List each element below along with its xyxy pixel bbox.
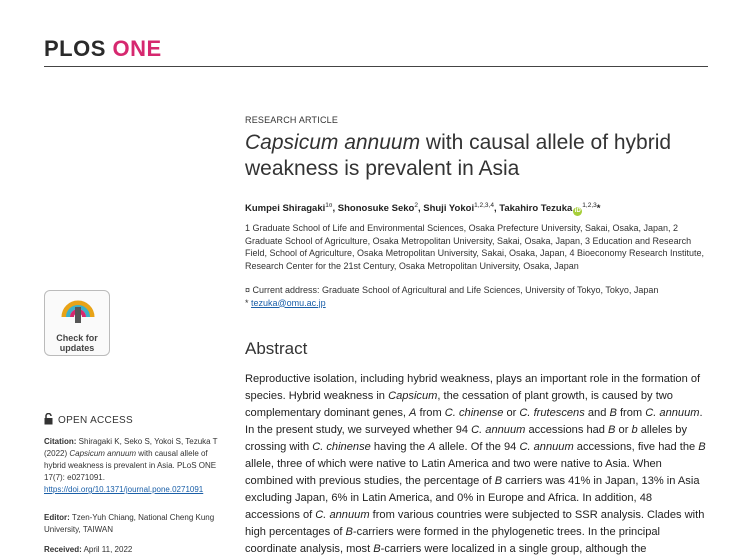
email-line [245,297,715,310]
title-italic: Capsicum annuum [245,131,421,154]
affiliations: 1 Graduate School of Life and Environmental Sciences, Osaka Prefecture University, Sakai, Osaka, Japan, 2 Graduate School of Agriculture, Osaka Metropolitan University, Sakai, Osaka, Japan, 3 Education and Research Field, School of Agriculture, Osaka Metropolitan University, Sakai, Osaka, Japan, 4 Bioeconomy Research Institute, Research Center for the 21st Century, Osaka Metropolitan University, Osaka, Japan [245,223,705,271]
check-label-line2: updates [59,343,95,353]
author-name[interactable]: Shonosuke Seko [337,203,415,215]
orcid-icon[interactable]: iD [574,208,581,215]
current-address: ¤ Current address: Graduate School of Agricultural and Life Sciences, University of Tokyo, Tokyo, Japan [245,285,659,295]
author-sup: 1,2,3,4 [474,202,494,209]
journal-name-plos: PLOS [44,36,106,61]
correspondence-block [245,284,715,309]
editor-block [44,512,224,536]
abstract-body: Reproductive isolation, including hybrid weakness, plays an important role in the formation of species. Hybrid weakness in Capsicum, the cessation of plant growth, is caused by two complementary dominant genes, A from C. chinense or C. frutescens and B from C. annuum. In the present study, we surveyed whether 94 C. annuum accessions had B or b alleles by crossing with C. chinense having the A allele. Of the 94 C. annuum accessions, five had the B allele, three of which were native to Latin America and two were native to Asia. When combined with previous studies, the percentage of B carriers was 41% in Japan, 13% in Asia excluding Japan, 6% in Latin America, and 0% in Europe and Africa. In addition, 48 accessions of C. annuum from various countries were subjected to SSR analysis. Clades with high percentages of B-carriers were formed in the phylogenetic trees. In the principal coordinate analysis, most B-carriers were localized in a single group, although the [245,373,706,555]
check-for-updates-label [44,333,110,353]
citation-text-after: with causal allele of hybrid weakness is prevalent in Asia. PLoS ONE 17(7): e0271091. [44,449,217,482]
title-rest: with causal allele of hybrid weakness is prevalent in Asia [245,131,672,180]
journal-name-one: ONE [112,36,162,61]
author-name[interactable]: Takahiro Tezuka [499,203,573,215]
editor-text: Tzen-Yuh Chiang, National Cheng Kung University, TAIWAN [44,513,215,534]
citation-label: Citation: [44,437,77,446]
journal-logo [44,36,162,62]
email-prefix: * [245,297,252,308]
received-label: Received: [44,545,82,554]
citation-italic: Capsicum annuum [69,449,137,458]
received-block [44,544,224,556]
open-access-text: OPEN ACCESS [58,415,133,426]
citation-text: Shiragaki K, Seko S, Yokoi S, Tezuka T (2022) [44,437,218,458]
received-text: April 11, 2022 [81,545,133,554]
author-separator: , [332,203,338,215]
doi-link[interactable]: https://doi.org/10.1371/journal.pone.0271091 [44,485,204,494]
check-label-line1: Check for [56,333,98,343]
author-name[interactable]: Shuji Yokoi [423,203,475,215]
open-lock-icon [44,413,53,425]
author-list [245,199,715,216]
author-sup: 2 [414,202,418,209]
author-separator: * [596,203,601,215]
author-separator: , [493,203,500,215]
citation-block [44,436,224,496]
article-type: RESEARCH ARTICLE [245,115,339,125]
author-name[interactable]: Kumpei Shiragaki [245,203,326,215]
article-title [245,130,715,182]
author-sup: 1¤ [325,202,333,209]
open-access-label [44,413,133,426]
abstract-heading: Abstract [245,339,308,358]
email-link[interactable]: tezuka@omu.ac.jp [251,297,326,308]
author-sup: 1,2,3 [582,202,597,209]
header-rule [44,66,708,67]
author-separator: , [417,203,424,215]
editor-label: Editor: [44,513,70,522]
crossmark-icon [61,295,95,325]
